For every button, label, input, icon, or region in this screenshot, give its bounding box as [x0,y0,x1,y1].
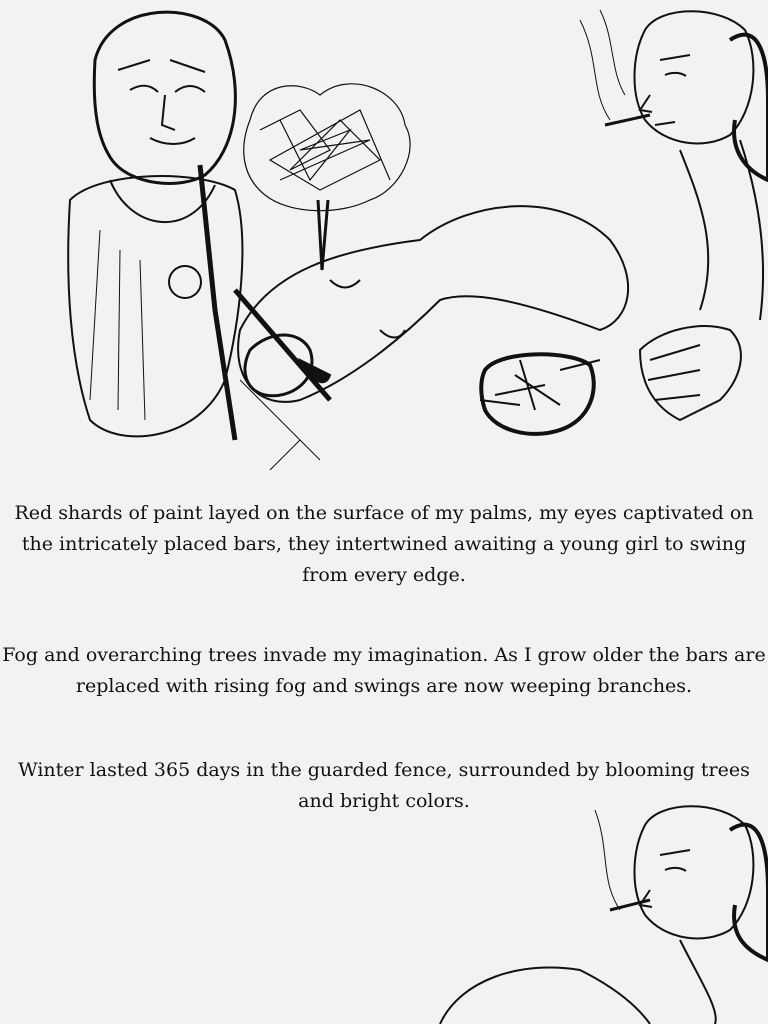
smoking-man-sketch-top [580,10,768,420]
buddha-sketch [68,12,242,440]
poem-stanza-1 [0,498,768,591]
tree-sketch [244,84,410,270]
stanza-text: Red shards of paint layed on the surface of my palms, my eyes captivated on the intricately placed bars, they intertwined awaiting a young girl to swing from every edge. [14,502,754,586]
smoking-man-sketch-bottom [440,806,768,1024]
poem-stanza-3 [0,755,768,817]
stanza-text: Winter lasted 365 days in the guarded fence, surrounded by blooming trees and bright colors. [18,759,750,812]
ashtray-sketch [480,354,600,434]
poem-stanza-2 [0,640,768,702]
stanza-text: Fog and overarching trees invade my imagination. As I grow older the bars are replaced with rising fog and swings are now weeping branches. [2,644,766,697]
reclining-figure-sketch [235,206,628,470]
